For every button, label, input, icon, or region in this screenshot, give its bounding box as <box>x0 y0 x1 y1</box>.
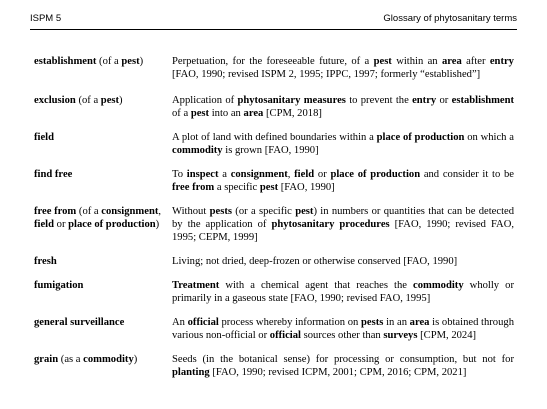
bold-term-reference: pest <box>100 95 120 106</box>
text-run: Application of <box>172 95 238 106</box>
bold-term-reference: establishment <box>34 56 97 67</box>
text-run: [FAO, 1990; revised FAO, 1995; CEPM, 1999] <box>172 219 515 243</box>
text-run: or <box>314 169 331 180</box>
glossary-definition <box>172 168 514 194</box>
text-run: sources other than <box>300 330 384 341</box>
text-run: ) <box>133 354 138 365</box>
text-run: [CPM, 2018] <box>263 108 322 119</box>
bold-term-reference: area <box>409 317 430 328</box>
bold-term-reference: pest <box>295 206 314 217</box>
text-run: or <box>54 219 69 230</box>
text-run: within an <box>391 56 442 67</box>
glossary-term <box>34 353 172 379</box>
glossary-term <box>34 205 172 244</box>
bold-term-reference: general surveillance <box>34 317 125 328</box>
text-run: of a <box>172 108 191 119</box>
bold-term-reference: phytosanitary measures <box>237 95 346 106</box>
bold-term-reference: consignment <box>230 169 288 180</box>
bold-term-reference: grain <box>34 354 59 365</box>
text-run: a specific <box>214 182 260 193</box>
text-run: ) <box>119 95 123 106</box>
glossary-definition <box>172 353 514 379</box>
text-run: Living; not dried, deep-frozen or otherwise conserved [FAO, 1990] <box>172 256 458 267</box>
text-run: to prevent the <box>345 95 413 106</box>
text-run: and consider it to be <box>420 169 515 180</box>
bold-term-reference: pest <box>259 182 279 193</box>
glossary-entry <box>34 255 514 268</box>
glossary-definition <box>172 255 514 268</box>
text-run: (of a <box>75 95 101 106</box>
bold-term-reference: surveys <box>383 330 418 341</box>
text-run: (or a specific <box>231 206 296 217</box>
text-run: [CPM, 2024] <box>417 330 477 341</box>
glossary-entry <box>34 279 514 305</box>
text-run: process whereby information on <box>218 317 362 328</box>
glossary-term <box>34 94 172 120</box>
text-run: on which a <box>464 132 514 143</box>
text-run: is grown [FAO, 1990] <box>222 145 319 156</box>
text-run: (of a <box>76 206 102 217</box>
glossary-entry <box>34 168 514 194</box>
text-run: [FAO, 1990] <box>278 182 335 193</box>
bold-term-reference: commodity <box>413 280 464 291</box>
text-run: A plot of land with defined boundaries within a <box>172 132 377 143</box>
glossary-entries <box>34 55 514 379</box>
bold-term-reference: pest <box>121 56 140 67</box>
bold-term-reference: official <box>269 330 301 341</box>
bold-term-reference: place of production <box>330 169 421 180</box>
text-run: , <box>287 169 295 180</box>
bold-term-reference: area <box>243 108 264 119</box>
bold-term-reference: field <box>34 219 55 230</box>
text-run: ) in numbers or quantities that can be detected by the application of <box>172 206 515 230</box>
glossary-definition <box>172 94 514 120</box>
bold-term-reference: pests <box>209 206 232 217</box>
bold-term-reference: place of production <box>376 132 465 143</box>
text-run: ) <box>139 56 144 67</box>
glossary-entry <box>34 55 514 81</box>
glossary-definition <box>172 205 514 244</box>
glossary-term <box>34 316 172 342</box>
text-run: [FAO, 1990; revised ISPM 2, 1995; IPPC, 1997; formerly “established”] <box>172 69 481 80</box>
header-section-title: Glossary of phytosanitary terms <box>383 13 517 24</box>
text-run: or <box>436 95 452 106</box>
glossary-definition <box>172 131 514 157</box>
glossary-entry <box>34 205 514 244</box>
text-run: with a chemical agent that reaches the <box>219 280 414 291</box>
bold-term-reference: consignment <box>101 206 159 217</box>
glossary-entry <box>34 353 514 379</box>
glossary-term <box>34 168 172 194</box>
page-header <box>30 13 517 30</box>
text-run: Seeds (in the botanical sense) for processing or consumption, but not for <box>172 354 514 365</box>
bold-term-reference: fumigation <box>34 280 84 291</box>
bold-term-reference: commodity <box>83 354 134 365</box>
glossary-term <box>34 55 172 81</box>
glossary-entry <box>34 131 514 157</box>
bold-term-reference: find free <box>34 169 73 180</box>
bold-term-reference: entry <box>489 56 514 67</box>
bold-term-reference: place of production <box>68 219 156 230</box>
text-run: An <box>172 317 188 328</box>
glossary-term <box>34 255 172 268</box>
bold-term-reference: planting <box>172 367 210 378</box>
text-run: Perpetuation, for the foreseeable future, of a <box>172 56 374 67</box>
text-run: wholly or primarily in a gaseous state [FAO, 1990; revised FAO, 1995] <box>172 280 514 304</box>
glossary-definition <box>172 55 514 81</box>
text-run: ) <box>155 219 160 230</box>
bold-term-reference: area <box>441 56 462 67</box>
bold-term-reference: exclusion <box>34 95 76 106</box>
bold-term-reference: establishment <box>451 95 515 106</box>
bold-term-reference: pest <box>190 108 210 119</box>
text-run: in an <box>383 317 410 328</box>
bold-term-reference: free from <box>34 206 77 217</box>
bold-term-reference: inspect <box>186 169 219 180</box>
text-run: To <box>172 169 187 180</box>
text-run: (of a <box>96 56 122 67</box>
bold-term-reference: fresh <box>34 256 57 267</box>
bold-term-reference: Treatment <box>172 280 220 291</box>
bold-term-reference: entry <box>412 95 437 106</box>
glossary-definition <box>172 316 514 342</box>
text-run: , <box>158 206 162 217</box>
glossary-entry <box>34 316 514 342</box>
glossary-term <box>34 279 172 305</box>
glossary-term <box>34 131 172 157</box>
glossary-definition <box>172 279 514 305</box>
glossary-entry <box>34 94 514 120</box>
bold-term-reference: field <box>34 132 55 143</box>
text-run: Without <box>172 206 210 217</box>
header-standard-label: ISPM 5 <box>30 13 62 24</box>
text-run: into an <box>209 108 244 119</box>
bold-term-reference: pests <box>361 317 384 328</box>
text-run: (as a <box>58 354 84 365</box>
text-run: [FAO, 1990; revised ICPM, 2001; CPM, 2016; CPM, 2021] <box>209 367 467 378</box>
bold-term-reference: commodity <box>172 145 223 156</box>
bold-term-reference: official <box>187 317 219 328</box>
bold-term-reference: free from <box>172 182 215 193</box>
text-run: after <box>461 56 490 67</box>
bold-term-reference: phytosanitary procedures <box>271 219 390 230</box>
bold-term-reference: field <box>294 169 315 180</box>
text-run: a <box>218 169 231 180</box>
text-run: is obtained through various non-official or <box>172 317 514 341</box>
bold-term-reference: pest <box>373 56 392 67</box>
